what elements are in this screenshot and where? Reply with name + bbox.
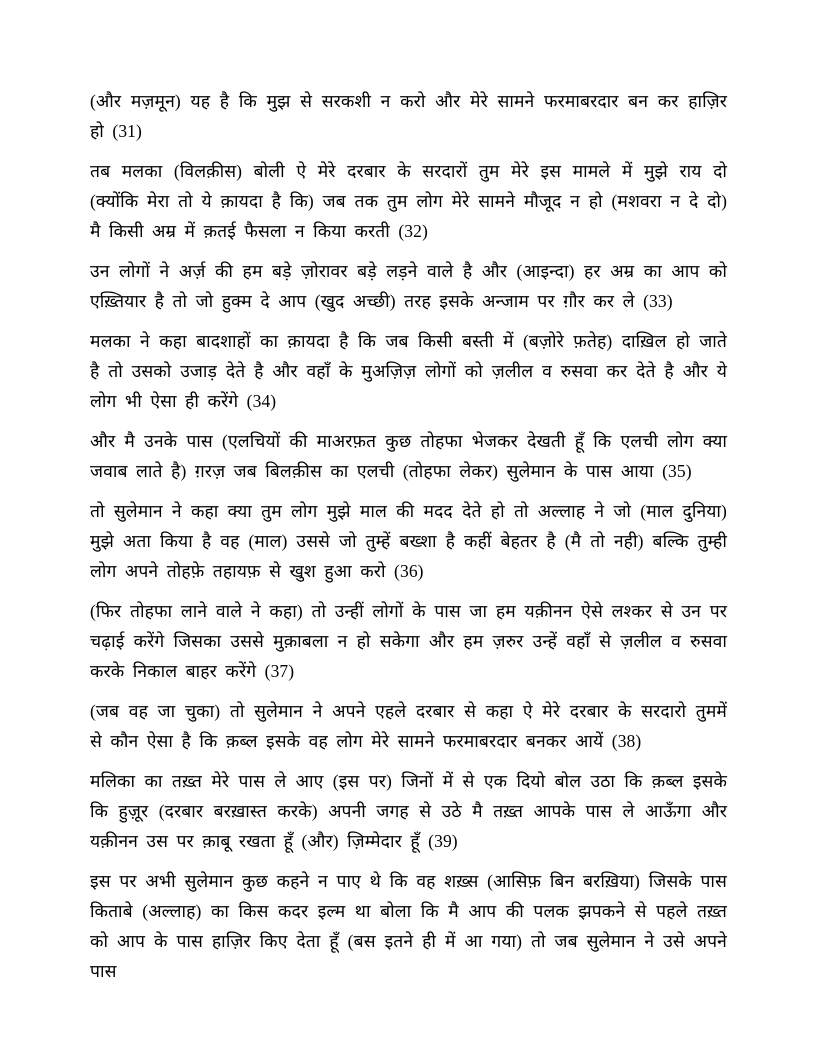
verse-paragraph-31: (और मज़मून) यह है कि मुझ से सरकशी न करो और मेरे सामने फरमाबरदार बन कर हाज़िर हो (31) [90,91,727,141]
verse-paragraph-38: (जब वह जा चुका) तो सुलेमान ने अपने एहले दरबार से कहा ऐ मेरे दरबार के सरदारो तुममें से कौन ऐसा है कि क़ब्ल इसके वह लोग मेरे सामने फरमाबरदार बनकर आयें (38) [90,701,727,751]
verse-paragraph-36: तो सुलेमान ने कहा क्या तुम लोग मुझे माल की मदद देते हो तो अल्लाह ने जो (माल दुनिया) मुझे अता किया है वह (माल) उससे जो तुम्हें बख्शा है कहीं बेहतर है (मै तो नही) बल्कि तुम्ही लोग अपने तोहफ़े तहायफ़ से खुश हुआ करो (36) [90,501,727,581]
verse-paragraph-33: उन लोगों ने अर्ज़ की हम बड़े ज़ोरावर बड़े लड़ने वाले है और (आइन्दा) हर अम्र का आप को एख़्तियार है तो जो हुक्म दे आप (खुद अच्छी) तरह इसके अन्जाम पर ग़ौर कर ले (33) [90,261,727,311]
verse-paragraph-34: मलका ने कहा बादशाहों का क़ायदा है कि जब किसी बस्ती में (बज़ोरे फ़तेह) दाख़िल हो जाते है तो उसको उजाड़ देते है और वहाँ के मुअज़िज़ लोगों को ज़लील व रुसवा कर देते है और ये लोग भी ऐसा ही करेंगे (34) [90,331,727,411]
verse-paragraph-32: तब मलका (विलक़ीस) बोली ऐ मेरे दरबार के सरदारों तुम मेरे इस मामले में मुझे राय दो (क्योंकि मेरा तो ये क़ायदा है कि) जब तक तुम लोग मेरे सामने मौजूद न हो (मशवरा न दे दो) मै किसी अम्र में क़तई फैसला न किया करती (32) [90,161,727,241]
verse-paragraph-40-partial: इस पर अभी सुलेमान कुछ कहने न पाए थे कि वह शख़्स (आसिफ़ बिन बरख़िया) जिसके पास किताबे (अल्लाह) का किस कदर इल्म था बोला कि मै आप की पलक झपकने से पहले तख़्त को आप के पास हाज़िर किए देता हूँ (बस इतने ही में आ गया) तो जब सुलेमान ने उसे अपने पास [90,871,727,981]
verse-paragraph-39: मलिका का तख़्त मेरे पास ले आए (इस पर) जिनों में से एक दियो बोल उठा कि क़ब्ल इसके कि हुज़ूर (दरबार बरख़ास्त करके) अपनी जगह से उठे मै तख़्त आपके पास ले आऊँगा और यक़ीनन उस पर क़ाबू रखता हूँ (और) ज़िम्मेदार हूँ (39) [90,771,727,851]
verse-paragraph-37: (फिर तोहफा लाने वाले ने कहा) तो उन्हीं लोगों के पास जा हम यक़ीनन ऐसे लश्कर से उन पर चढ़ाई करेंगे जिसका उससे मुक़ाबला न हो सकेगा और हम ज़रुर उन्हें वहाँ से ज़लील व रुसवा करके निकाल बाहर करेंगे (37) [90,601,727,681]
verse-paragraph-35: और मै उनके पास (एलचियों की माअरफ़त कुछ तोहफा भेजकर देखती हूँ कि एलची लोग क्या जवाब लाते है) ग़रज़ जब बिलक़ीस का एलची (तोहफा लेकर) सुलेमान के पास आया (35) [90,431,727,481]
